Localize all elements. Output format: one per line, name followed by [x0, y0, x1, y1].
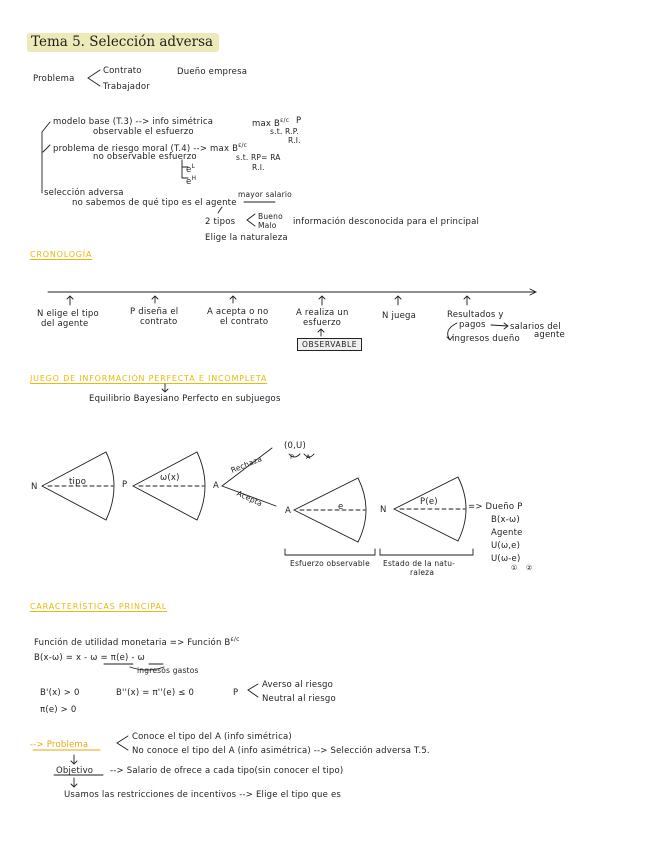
problema-brace [88, 70, 100, 86]
payoff-brace [289, 454, 314, 457]
pe-label: P(e) [420, 497, 438, 507]
tipos-brace [247, 214, 255, 226]
riesgo-ri-text: R.I. [252, 163, 265, 172]
bxw-equation: B(x-ω) = x - ω = π(e) - ω [34, 653, 145, 663]
ingresos-brace [130, 667, 164, 670]
salario-text: --> Salario de ofrece a cada tipo(sin conocer el tipo) [110, 766, 344, 776]
modelo-base-text: modelo base (T.3) --> info simétrica [53, 117, 214, 127]
acepta-label: Acepta [235, 488, 264, 509]
estado-text: Estado de la natu- [383, 559, 456, 568]
riesgo-moral-text: problema de riesgo moral (T.4) --> $\max B^{\varepsilon/c}$ [53, 142, 248, 154]
riesgo-bracket [43, 145, 50, 152]
malo-text: Malo [258, 221, 277, 230]
bprime-text: B'(x) > 0 [40, 688, 80, 698]
conoce-text: Conoce el tipo del A (info simétrica) [132, 732, 292, 742]
modelo-base-p: P [296, 116, 302, 126]
no-conoce-text: No conoce el tipo del A (info asimétrica) --> Selección adversa T.5. [132, 746, 430, 756]
mayor-salario-text: mayor salario [238, 190, 292, 199]
node-p1: P [122, 480, 128, 490]
riesgo-brace [248, 684, 258, 697]
objetivo-text: Objetivo [56, 766, 94, 776]
seleccion-adversa-text: selección adversa [44, 188, 124, 198]
equilibrio-arrow [162, 384, 168, 392]
acepta-branch [222, 486, 276, 506]
step-2-line1: P diseña el [130, 307, 179, 317]
agente-text: agente [534, 330, 565, 340]
juego-heading: JUEGO DE INFORMACIÓN PERFECTA E INCOMPLETA [30, 374, 268, 383]
rechaza-label: Rechaza [229, 454, 264, 475]
payoff-a: A [306, 453, 311, 461]
caracteristicas-heading: CARACTERÍSTICAS PRINCIPAL [30, 602, 167, 611]
modelos-bracket [42, 122, 50, 193]
averso-text: Averso al riesgo [262, 680, 333, 690]
base-st-text: s.t. R.P. [270, 127, 299, 136]
circle-2: ② [526, 564, 533, 572]
problema-final-label: --> Problema [30, 740, 89, 750]
fan-p1 [133, 452, 205, 520]
bdouble-text: B''(x) = π''(e) ≤ 0 [116, 688, 195, 698]
e-bracket [182, 160, 188, 178]
uwe2-text: U(ω-e) [491, 554, 521, 564]
rechaza-branch [222, 448, 272, 486]
step-4-line2: esfuerzo [303, 318, 342, 328]
problema-final-brace [117, 736, 128, 750]
uwe-text: U(ω,e) [491, 541, 521, 551]
usamos-arrow [71, 778, 77, 787]
step-4-line1: A realiza un [296, 308, 349, 318]
p-label: P [233, 688, 239, 698]
e-label: e [338, 502, 344, 512]
node-a1: A [213, 481, 220, 491]
payoff-text: (0,U) [284, 441, 306, 451]
circle-1: ① [511, 564, 518, 572]
salarios-text: salarios del [510, 322, 561, 332]
ingresos-dueno-text: ingresos dueño [452, 334, 520, 344]
e-high-text: $e^H$ [186, 175, 197, 187]
no-sabemos-text: no sabemos de qué tipo es el agente [72, 198, 237, 208]
estado-bracket [380, 549, 473, 555]
e-low-text: $e^L$ [186, 163, 195, 175]
no-observable-text: no observable esfuerzo [93, 152, 197, 162]
step-3-line2: el contrato [220, 317, 269, 327]
step-6-line2: pagos [459, 320, 486, 330]
base-ri-text: R.I. [288, 136, 301, 145]
timeline-tick-arrows [67, 296, 508, 340]
contrato-text: Contrato [103, 66, 142, 76]
elige-naturaleza-text: Elige la naturaleza [205, 233, 288, 243]
dos-tipos-text: 2 tipos [205, 217, 236, 227]
modelo-base-max: $\max B^{\varepsilon/c}$ [252, 117, 290, 129]
fan-a2 [294, 478, 366, 542]
neutral-text: Neutral al riesgo [262, 694, 336, 704]
step-1-line1: N elige el tipo [37, 309, 99, 319]
step-6-line1: Resultados y [447, 310, 504, 320]
usamos-text: Usamos las restricciones de incentivos --> Elige el tipo que es [64, 790, 342, 800]
step-3-line1: A acepta o no [207, 307, 269, 317]
w-label: ω(x) [160, 473, 180, 483]
funcion-text: Función de utilidad monetaria => Función $B^{\varepsilon/c}$ [34, 636, 240, 648]
payoff-p: P [290, 453, 295, 461]
step-1-line2: del agente [41, 319, 89, 329]
node-a2: A [285, 506, 292, 516]
bueno-text: Bueno [258, 212, 283, 221]
observable-box: OBSERVABLE [297, 338, 362, 351]
equilibrio-text: Equilibrio Bayesiano Perfecto en subjuegos [89, 394, 281, 404]
node-n2: N [380, 505, 387, 515]
bxw-text: B(x-ω) [491, 515, 520, 525]
agente-label: Agente [491, 528, 523, 538]
dueno-p-text: => Dueño P [468, 502, 523, 512]
pie-text: π(e) > 0 [40, 705, 77, 715]
info-desconocida-text: información desconocida para el principal [293, 217, 480, 227]
tipos-arrow [218, 207, 222, 213]
fan-n2 [394, 477, 466, 541]
page-title: Tema 5. Selección adversa [27, 33, 219, 52]
step-5-line1: N juega [382, 311, 417, 321]
esfuerzo-bracket [285, 549, 375, 555]
objetivo-arrow [71, 755, 77, 764]
dueno-text: Dueño empresa [177, 67, 248, 77]
cronologia-heading: CRONOLOGÍA [30, 250, 93, 259]
tipo-label: tipo [69, 477, 87, 487]
ingresos-gastos-text: ingresos gastos [137, 666, 199, 675]
riesgo-st-text: s.t. RP= RA [236, 153, 281, 162]
trabajador-text: Trabajador [103, 82, 150, 92]
observable-esfuerzo-text: observable el esfuerzo [93, 127, 194, 137]
problema-label: Problema [33, 74, 75, 84]
raleza-text: raleza [410, 568, 435, 577]
node-n1: N [31, 482, 38, 492]
step-2-line2: contrato [140, 317, 178, 327]
esfuerzo-observable-text: Esfuerzo observable [290, 559, 370, 568]
fan-n1 [42, 452, 114, 520]
